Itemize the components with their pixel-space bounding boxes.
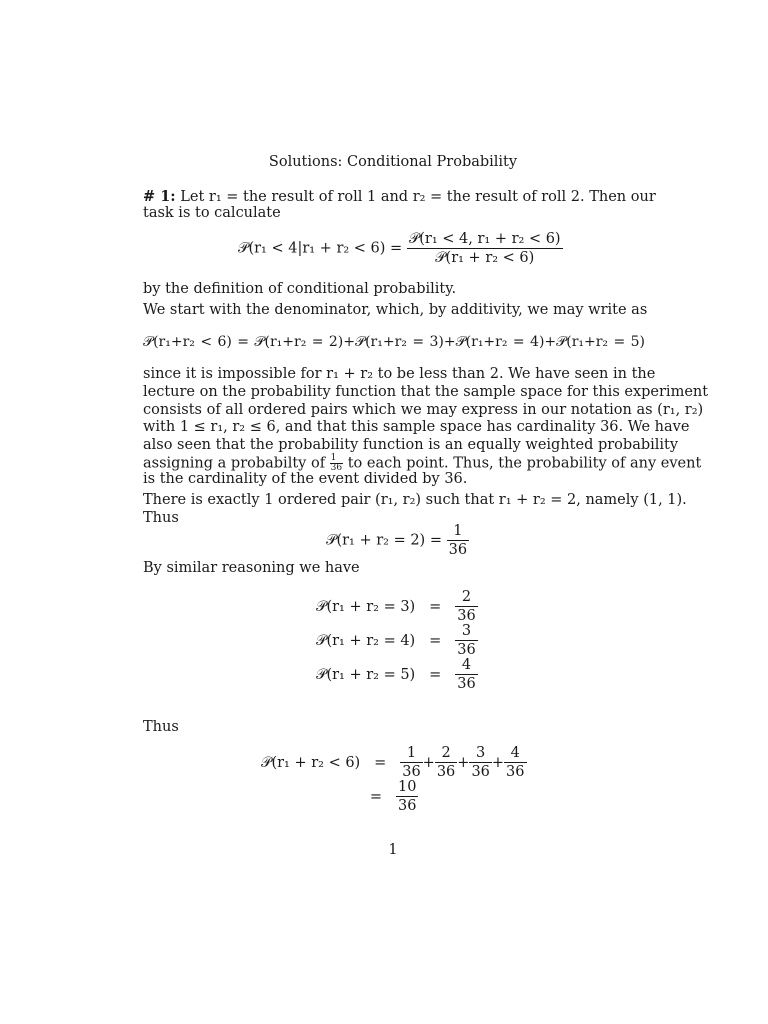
paragraph-line-2: lecture on the probability function that the sample space for this experiment [143,384,709,400]
fraction-denominator: 36 [457,642,476,658]
fraction-numerator: 𝒫(r₁ < 4, r₁ + r₂ < 6) [408,231,561,247]
equation-conditional-fraction [407,230,563,267]
fraction-numerator: 2 [435,744,457,763]
fraction-numerator: 1 [400,744,422,763]
equation-total-equals: = [374,754,387,771]
paragraph-line-1: since it is impossible for r₁ + r₂ to be less than 2. We have seen in the [143,366,656,382]
equation-row-lhs: 𝒫(r₁ + r₂ = 5) [316,666,416,683]
equation-row-equals: = [429,598,442,615]
fraction-denominator: 36 [457,608,476,624]
fraction-numerator: 4 [455,656,477,675]
equation-total-result [356,778,418,815]
fraction-denominator: 36 [506,764,525,780]
equation-row-sum-3 [316,588,478,625]
term-fraction-4 [504,744,526,781]
fraction-denominator: 𝒫(r₁ + r₂ < 6) [435,250,535,266]
intro-line-1 [143,188,656,206]
term-fraction-2 [435,744,457,781]
term-fraction-3 [469,744,491,781]
paragraph-line-7: is the cardinality of the event divided by 36. [143,471,468,487]
similar-line: By similar reasoning we have [143,560,360,576]
exactly-line: There is exactly 1 ordered pair (r₁, r₂) such that r₁ + r₂ = 2, namely (1, 1). [143,492,687,508]
intro-line-2: task is to calculate [143,205,281,221]
thus-line-2: Thus [143,719,179,735]
fraction-numerator: 1 [447,522,469,541]
fraction-denominator: 36 [457,676,476,692]
equation-additivity: 𝒫(r₁+r₂ < 6) = 𝒫(r₁+r₂ = 2)+𝒫(r₁+r₂ = 3)+𝒫(r₁+r₂ = 4)+𝒫(r₁+r₂ = 5) [143,334,645,350]
assign-text-pre: assigning a probabilty of [143,455,326,472]
equation-row-fraction [455,588,477,625]
equation-row-sum-4 [316,622,478,659]
fraction-numerator: 3 [455,622,477,641]
equation-total [261,744,527,781]
equation-row-lhs: 𝒫(r₁ + r₂ = 4) [316,632,416,649]
fraction-denominator: 36 [402,764,421,780]
equation-conditional [238,230,563,267]
fraction-numerator: 3 [469,744,491,763]
equation-result-equals: = [369,788,383,805]
term-fraction-1 [400,744,422,781]
paragraph-line-5: also seen that the probability function is an equally weighted probability [143,437,679,453]
fraction-denominator: 36 [436,764,456,780]
page-number: 1 [388,842,398,858]
plus-sign: + [422,754,435,771]
thus-line-1: Thus [143,510,179,526]
equation-row-sum-5 [316,656,478,693]
equation-row-fraction [455,656,477,693]
equation-total-lhs: 𝒫(r₁ + r₂ < 6) [261,754,361,771]
equation-row-lhs: 𝒫(r₁ + r₂ = 3) [316,598,416,615]
page-title: Solutions: Conditional Probability [268,154,518,170]
fraction-numerator: 10 [398,779,417,795]
equation-row-equals: = [429,666,442,683]
result-fraction [396,778,418,815]
fraction-numerator: 2 [455,588,477,607]
equation-row-fraction [455,622,477,659]
fraction-denominator: 36 [471,764,490,780]
denominator-line: We start with the denominator, which, by additivity, we may write as [143,302,648,318]
equation-sum-2-lhs: 𝒫(r₁ + r₂ = 2) = [326,532,442,549]
inline-fraction-numerator: 1 [330,454,343,464]
fraction-denominator: 36 [398,798,417,814]
definition-line: by the definition of conditional probability. [143,281,457,297]
inline-fraction-denominator: 36 [330,463,343,473]
paragraph-line-3: consists of all ordered pairs which we may express in our notation as (r₁, r₂) [143,402,704,418]
fraction-denominator: 36 [448,542,468,558]
problem-label: # 1: [143,188,176,205]
paragraph-line-4: with 1 ≤ r₁, r₂ ≤ 6, and that this sample space has cardinality 36. We have [143,419,690,435]
plus-sign: + [457,754,470,771]
equation-sum-2-fraction [447,522,469,559]
assign-text-post: to each point. Thus, the probability of any event [347,455,702,472]
equation-conditional-lhs: 𝒫(r₁ < 4|r₁ + r₂ < 6) = [238,240,403,257]
intro-text-1: Let r₁ = the result of roll 1 and r₂ = the result of roll 2. Then our [180,189,656,205]
equation-row-equals: = [429,632,442,649]
equation-sum-2 [326,522,469,559]
fraction-numerator: 4 [504,744,526,763]
plus-sign: + [491,754,505,771]
